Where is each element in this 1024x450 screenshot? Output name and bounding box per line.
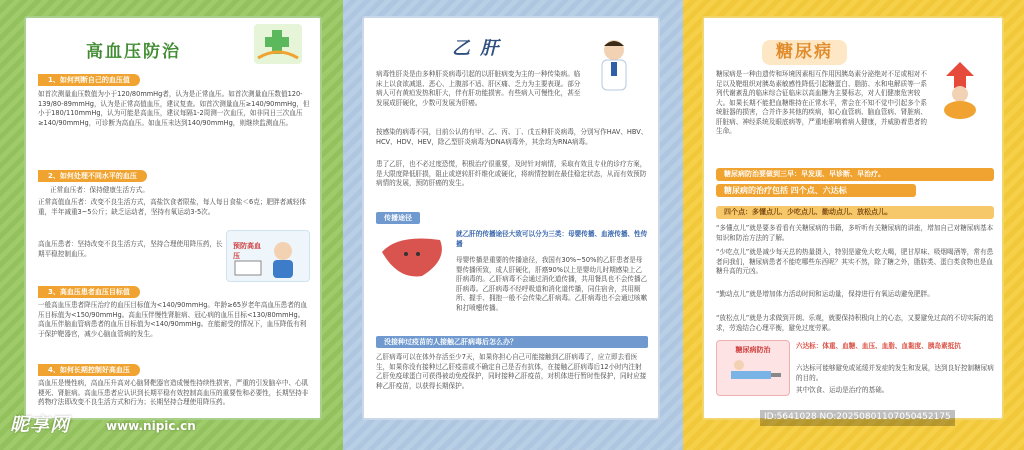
- illustration-label: 预防高血压: [233, 242, 261, 261]
- section-bar-exposure: 没接种过疫苗的人接触乙肝病毒后怎么办？: [376, 336, 648, 348]
- page-title: 高血压防治: [86, 42, 181, 62]
- watermark-logo: 昵享网: [10, 414, 71, 436]
- diabetes-card: [702, 16, 1004, 420]
- liver-icon: [378, 230, 450, 284]
- section-label-1: 1、如何判断自己的血压值: [38, 74, 140, 86]
- overweight-person-icon: [930, 58, 990, 120]
- point-eat-less: “少吃点儿”就是减少每天总的热量摄入，特别是避免大吃大喝，肥甘厚味、吸烟喝酒等，常有患者问我们，糖尿病患者不能吃哪些东西呢？其实不然，除了糖之外，脂肪类、蛋白类食物也是血糖升高的元凶。: [716, 248, 994, 276]
- medical-cross-icon: [254, 24, 302, 64]
- watermark-id: ID:5641028 NO:20250801107050452175: [760, 410, 955, 426]
- six-targets-text-2: 其中饮食、运动是治疗的基础。: [796, 386, 889, 394]
- transmission-detail: 母婴传播是重要的传播途径，我国有30%~50%的乙肝患者是母婴传播所致，成人肝硬化，肝癌90%以上是婴幼儿时期感染上乙肝病毒的。乙肝病毒不会通过消化道传播，共用餐具也不会传播乙肝病毒。乙肝病毒不经呼吸道和消化道传播，同住宿舍，共用厕所、握手、拥抱一般不会传染乙肝病毒。乙肝病毒也不会通过咳嗽和打喷嚏传播。: [456, 256, 648, 312]
- section-text-1: 如首次测量血压数值为小于120/80mmHg者，认为是正常血压。如首次测量血压数值120-139/80-89mmHg，认为是正常高值血压，建议复查。如首次测量血压≥140/90mmHg，但小于180/110mmHg，认为可能是高血压，建议每隔1-2周测一次血压，如非同日三次血压≥140/90mmHg，可诊断为高血压。如血压未达到140/90mmHg，则继续监测血压。: [38, 90, 310, 127]
- exposure-text: 乙肝病毒可以在体外存活至少7天，如果你担心自己可能接触到乙肝病毒了，应立即去看医生，如果你没有接种过乙肝疫苗或不确定自己是否有抗体，在接触乙肝病毒后12小时内注射乙肝免疫球蛋白可获得被动免疫保护，同时接种乙肝疫苗，对机体进行暂时性保护，同时应接种乙肝疫苗，以获得长期保护。: [376, 353, 647, 390]
- four-points-bar: 四个点：多懂点儿、少吃点儿、勤动点儿、放松点儿。: [716, 206, 994, 219]
- page-title: 乙 肝: [452, 38, 501, 59]
- section-text-2b: 正常高值血压者：改变不良生活方式，高盐饮食者限盐，每人每日食盐＜6克；肥胖者减轻体重，半年减重3~5公斤；缺乏运动者，坚持有氧运动3-5次。: [38, 198, 306, 216]
- hypertension-card: [24, 16, 322, 420]
- liver-shape-icon: [378, 230, 450, 284]
- point-understand: “多懂点儿”就是要多看看有关糖尿病的书籍，多听听有关糖尿病的讲座，增加自己对糖尿病基本知识和防治方法的了解。: [716, 224, 994, 242]
- watermark-url: www.nipic.cn: [106, 419, 196, 433]
- section-label-4: 4、如何长期控制好高血压: [38, 364, 140, 376]
- syringe-icon: [717, 355, 791, 395]
- section-text-2a: 正常血压者：保持健康生活方式。: [50, 186, 149, 194]
- page-title: 糖尿病: [762, 40, 847, 65]
- treatment-bar: 糖尿病的治疗包括 四个点、六达标: [716, 184, 916, 197]
- transmission-text: [456, 230, 648, 249]
- section-label-3: 3、高血压患者血压目标值: [38, 286, 140, 298]
- section-text-3: 一般高血压患者降压治疗的血压目标值为<140/90mmHg。年龄≥65岁老年高血压患者的血压目标值为<150/90mmHg。高血压伴慢性肾脏病、冠心病的血压目标<130/80mmHg。高血压伴脑血管病患者的血压目标值为<140/90mmHg。在能耐受的情况下，血压降低有利于保护靶器官，减少心脑血管病的发生。: [38, 301, 308, 338]
- arrow-up-person-icon: [930, 58, 990, 120]
- poster-label: 糖尿病防治: [735, 346, 771, 354]
- six-targets-text: 六达标可能够避免或延缓并发症的发生和发展，达到良好控制糖尿病的目的。: [796, 364, 994, 382]
- section-bar-transmission: 传播途径: [376, 212, 420, 224]
- blood-pressure-illustration: [226, 230, 310, 282]
- six-targets-label: 六达标：: [796, 342, 823, 350]
- three-early-bar: 糖尿病防治要做到三早：早发现、早诊断、早治疗。: [716, 168, 994, 181]
- section-text-2c: 高血压患者：坚持改变不良生活方式，坚持合理使用降压药，长期平稳控制血压。: [38, 240, 223, 258]
- transmission-routes: 就乙肝的传播途径大致可以分为三类：母婴传播、血液传播、性传播: [456, 230, 648, 248]
- intro-text-3: 患了乙肝，也不必过度恐慌，积极治疗很重要，及时针对病情，采取有效且专业的诊疗方案，是大限度降低肝损，阻止或逆转肝纤维化或硬化，将病情控制在最佳稳定状态，从而有效预防病情的发展，预防肝癌的发生。: [376, 160, 647, 188]
- hand-medical-cross-icon: [254, 24, 302, 64]
- intro-text-2: 按感染的病毒不同，目前公认的有甲、乙、丙、丁、戊五种肝炎病毒，分别写作HAV、HBV、HCV、HDV、HEV，除乙型肝炎病毒为DNA病毒外，其余均为RNA病毒。: [376, 128, 648, 146]
- six-targets: [796, 342, 994, 352]
- intro-text: 病毒性肝炎是由多种肝炎病毒引起的以肝脏病变为主的一种传染病。临床上以食欲减退、恶心、上腹部不适、肝区痛、乏力为主要表现。部分病人可有黄疸发热和肝大，伴有肝功能损害。有些病人可慢性化，甚至发展成肝硬化，少数可发展为肝癌。: [376, 70, 581, 107]
- intro-text: 糖尿病是一种由遗传和环境因素相互作用因胰岛素分泌绝对不足或相对不足以及靶组织对胰岛素敏感性降低引起糖蛋白、脂肪、水和电解质等一系列代谢紊乱的临床综合征临床以高血糖为主要标志，对人们健康危害较大。如果长期不能把血糖维持在正常水平，常会在不知不觉中引起多个系统脏器的损害，合并许多其他的疾病，如心血管病、脑血管病、肾脏病、肝脏病、神经系统及眼底病等，严重地影响着病人健康，并威胁着患者的生命。: [716, 70, 927, 136]
- doctor-icon: [592, 36, 636, 98]
- doctor-figure-icon: [592, 36, 636, 98]
- six-targets-items: 体重、血糖、血压、血脂、血黏度、胰岛素抵抗: [822, 342, 961, 350]
- hepatitis-card: [362, 16, 660, 420]
- diabetes-poster-image: [716, 340, 790, 396]
- point-exercise: “勤动点儿”就是增加体力活动时间和运动量，保持进行有氧运动避免肥胖。: [716, 290, 934, 298]
- point-relax: “放松点儿”就是力求做到开朗、乐观，就要保持积极向上的心态，又要避免过高的不切实际的追求，劳逸结合心理平衡，避免过度劳累。: [716, 314, 994, 332]
- section-text-4: 高血压是慢性病，高血压升高对心脑肾靶器官造成慢性持续性损害，严重的引发脑卒中、心肌梗死、肾脏病。高血压患者应认识到长期平稳有效控制高血压的重要性和必要性，长期坚持非药物疗法即改变不良生活方式和行为；长期坚持合理使用降压药。: [38, 379, 309, 407]
- section-label-2: 2、如何处理不同水平的血压: [38, 170, 147, 182]
